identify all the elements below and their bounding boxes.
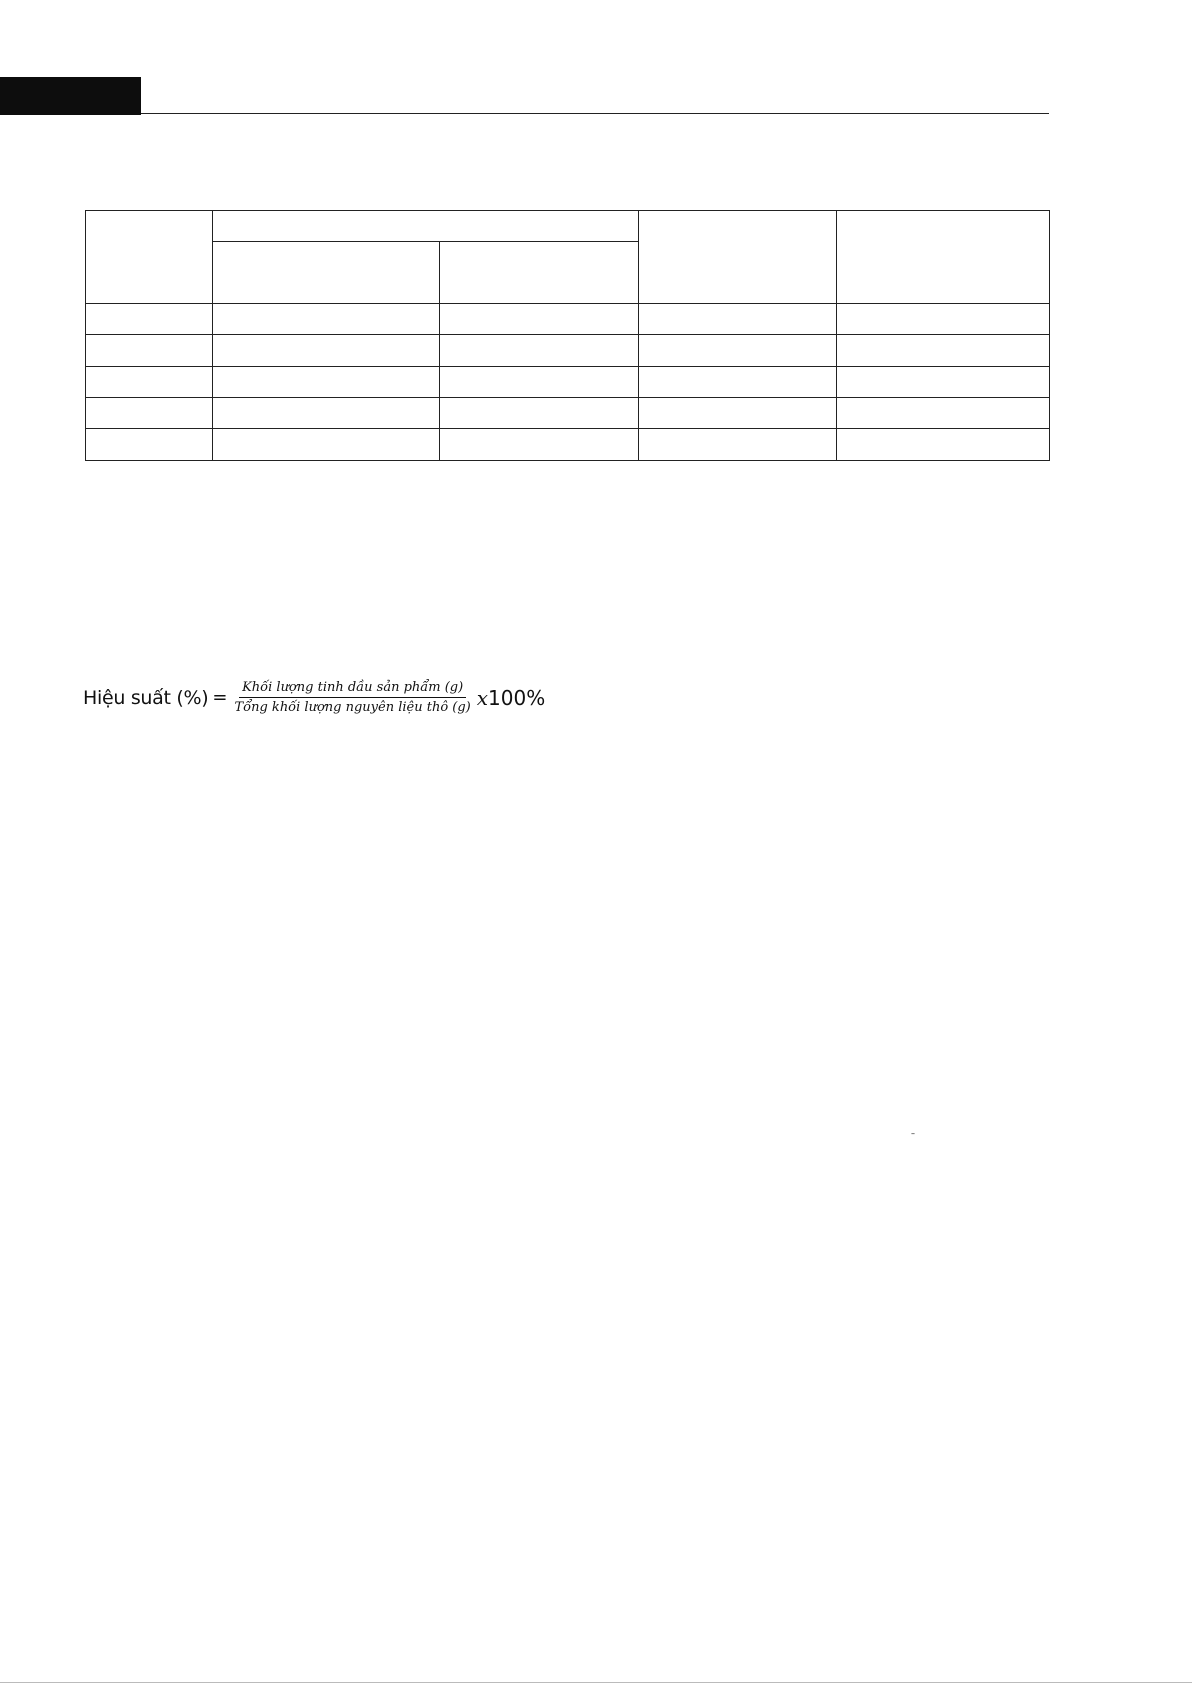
table-cell <box>86 398 213 429</box>
table-header-row <box>86 211 1050 242</box>
table-row <box>86 367 1050 398</box>
table-cell <box>440 429 639 461</box>
table-cell <box>837 367 1050 398</box>
table-row <box>86 398 1050 429</box>
table-cell <box>213 367 440 398</box>
table-cell <box>213 429 440 461</box>
formula-multiply-symbol: x <box>476 685 489 710</box>
table-cell <box>639 335 837 367</box>
yield-formula <box>83 680 545 715</box>
table-row <box>86 304 1050 335</box>
stray-dash-mark: – <box>911 1129 915 1138</box>
table-cell <box>440 335 639 367</box>
formula-numerator: Khối lượng tinh dầu sản phẩm (g) <box>239 680 466 698</box>
table-header-cell <box>86 211 213 304</box>
table-subheader-cell <box>213 242 440 304</box>
table-cell <box>86 304 213 335</box>
table-cell <box>213 304 440 335</box>
table-cell <box>837 429 1050 461</box>
table-row <box>86 335 1050 367</box>
table-cell <box>639 367 837 398</box>
table-cell <box>837 304 1050 335</box>
table-cell <box>639 429 837 461</box>
table-cell <box>213 398 440 429</box>
table-header-cell <box>837 211 1050 304</box>
table-cell <box>440 304 639 335</box>
formula-equals: = <box>212 687 228 708</box>
footer-rule <box>0 1682 1192 1683</box>
table-cell <box>639 398 837 429</box>
formula-lhs: Hiệu suất (%) <box>83 686 209 709</box>
table-cell <box>86 335 213 367</box>
table-cell <box>639 304 837 335</box>
table-cell <box>86 429 213 461</box>
table-cell <box>86 367 213 398</box>
table-cell <box>440 367 639 398</box>
table-row <box>86 429 1050 461</box>
formula-denominator: Tổng khối lượng nguyên liệu thô (g) <box>234 700 471 715</box>
table-header-cell <box>639 211 837 304</box>
table-cell <box>440 398 639 429</box>
data-table <box>85 210 1050 461</box>
header-tab-block <box>0 77 141 115</box>
header-rule <box>141 113 1049 114</box>
formula-fraction <box>231 680 473 715</box>
table-header-cell <box>213 211 639 242</box>
table-cell <box>837 335 1050 367</box>
formula-multiplier-value: 100% <box>488 685 546 710</box>
table-subheader-cell <box>440 242 639 304</box>
table-cell <box>837 398 1050 429</box>
table-cell <box>213 335 440 367</box>
